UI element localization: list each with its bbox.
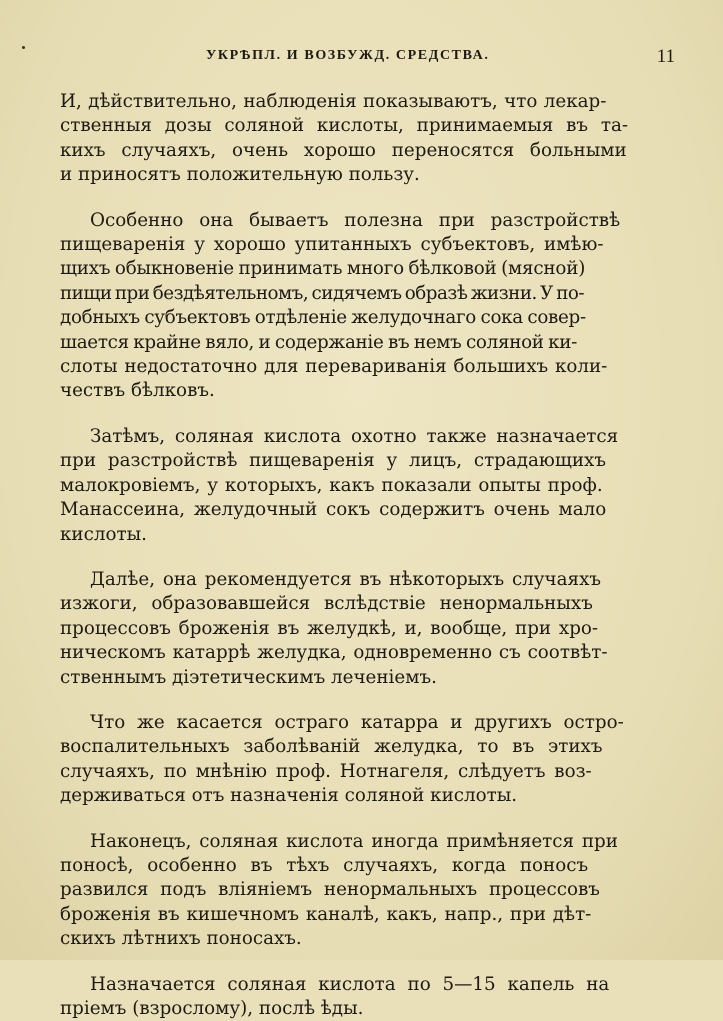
- page-header: [206, 46, 675, 70]
- text-line: кислоты.: [60, 523, 147, 545]
- text-line: при разстройствѣ пищеваренія у лицъ, страдающихъ: [60, 450, 606, 472]
- paragraph: [60, 209, 678, 404]
- text-line: ственныя дозы соляной кислоты, принимаемыя въ та-: [60, 115, 629, 137]
- text-line: скихъ лѣтнихъ поносахъ.: [60, 928, 302, 950]
- text-line: держиваться отъ назначенія соляной кислоты.: [60, 785, 518, 807]
- text-line: воспалительныхъ заболѣваній желудка, то въ этихъ: [60, 736, 603, 758]
- text-line: случаяхъ, по мнѣнію проф. Нотнагеля, слѣдуетъ воз-: [60, 760, 592, 782]
- text-line: малокровіемъ, у которыхъ, какъ показали опыты проф.: [60, 474, 603, 496]
- print-speck: [22, 46, 25, 49]
- text-line: кихъ случаяхъ, очень хорошо переносятся больными: [60, 139, 627, 161]
- text-line: Далѣе, она рекомендуется въ нѣкоторыхъ случаяхъ: [90, 568, 602, 590]
- body-text: [60, 90, 678, 1021]
- text-line: ническомъ катаррѣ желудка, одновременно съ соотвѣт-: [60, 642, 608, 664]
- text-line: Манассеина, желудочный сокъ содержитъ очень мало: [60, 499, 607, 521]
- page-number: 11: [656, 46, 675, 67]
- text-line: Наконецъ, соляная кислота иногда примѣняется при: [90, 830, 618, 852]
- text-line: изжоги, образовавшейся вслѣдствіе ненормальныхъ: [60, 593, 593, 615]
- running-head: УКРѢПЛ. И ВОЗБУЖД. СРЕДСТВА.: [206, 48, 490, 63]
- text-line: слоты недостаточно для перевариванія большихъ коли-: [60, 356, 608, 378]
- text-line: пищеваренія у хорошо упитанныхъ субъектовъ, имѣю-: [60, 234, 604, 256]
- text-line: Что же касается остраго катарра и другихъ остро-: [90, 711, 624, 733]
- text-line: и приносятъ положительную пользу.: [60, 164, 420, 186]
- text-line: поносѣ, особенно въ тѣхъ случаяхъ, когда поносъ: [60, 854, 589, 876]
- text-line: чествъ бѣлковъ.: [60, 380, 215, 402]
- text-line: добныхъ субъектовъ отдѣленіе желудочнаго сока совер-: [60, 307, 586, 329]
- text-line: щихъ обыкновеніе принимать много бѣлковой (мясной): [60, 258, 586, 280]
- text-line: процессовъ броженія въ желудкѣ, и, вообще, при хро-: [60, 617, 599, 639]
- paragraph: [60, 425, 678, 547]
- paragraph: [60, 90, 678, 188]
- text-line: Затѣмъ, соляная кислота охотно также назначается: [90, 425, 619, 447]
- text-line: пищи при бездѣятельномъ, сидячемъ образѣ жизни. У по-: [60, 282, 585, 304]
- text-line: Особенно она бываетъ полезна при разстройствѣ: [90, 209, 621, 231]
- text-line: И, дѣйствительно, наблюденія показываютъ, что лекар-: [60, 91, 607, 112]
- paragraph: [60, 973, 678, 1021]
- paragraph: [60, 568, 678, 690]
- text-line: пріемъ (взрослому), послѣ ѣды.: [60, 998, 364, 1019]
- text-line: Назначается соляная кислота по 5—15 капель на: [90, 973, 610, 995]
- text-line: ственнымъ діэтетическимъ леченіемъ.: [60, 666, 437, 688]
- paragraph: [60, 711, 678, 809]
- paragraph: [60, 830, 678, 952]
- text-line: развился подъ вліяніемъ ненормальныхъ процессовъ: [60, 879, 600, 901]
- text-line: шается крайне вяло, и содержаніе въ немъ соляной ки-: [60, 331, 578, 353]
- text-line: броженія въ кишечномъ каналѣ, какъ, напр., при дѣт-: [60, 903, 592, 925]
